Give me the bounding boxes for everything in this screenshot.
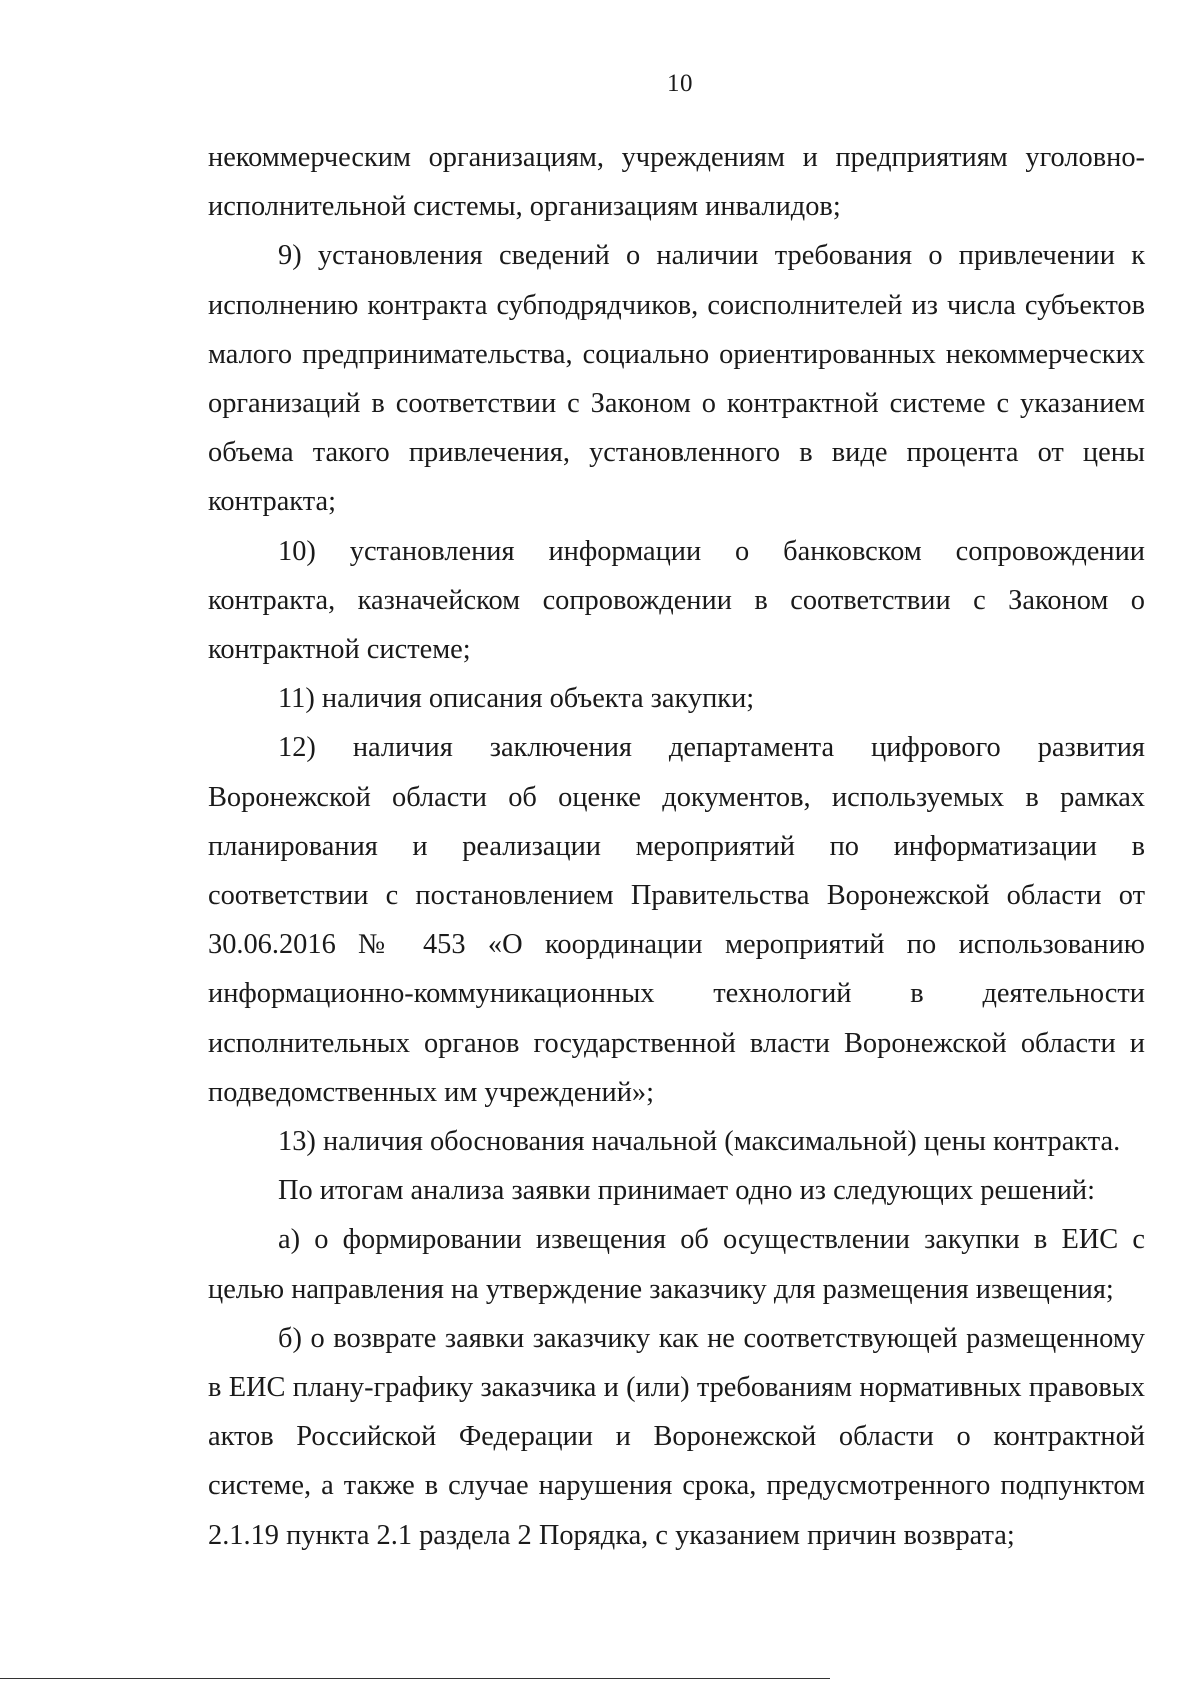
paragraph-continuation: некоммерческим организациям, учреждениям и предприятиям уголовно-исполнительной системы, организациям инвалидов; — [208, 142, 1145, 223]
document-body — [208, 133, 1145, 1560]
page-number: 10 — [667, 70, 693, 97]
paragraph-item-9: 9) установления сведений о наличии требования о привлечении к исполнению контракта субподрядчиков, соисполнителей из числа субъектов малого предпринимательства, социально ориентированных некоммерческих организаций в соответствии с Законом о контрактной системе с указанием объема такого привлечения, установленного в виде процента от цены контракта; — [208, 240, 1145, 518]
paragraph-item-12: 12) наличия заключения департамента цифрового развития Воронежской области об оценке документов, используемых в рамках планирования и реализации мероприятий по информатизации в соответствии с постановлением Правительства Воронежской области от 30.06.2016 № 453 «О координации мероприятий по использованию информационно-коммуникационных технологий в деятельности исполнительных органов государственной власти Воронежской области и подведомственных им учреждений»; — [208, 732, 1145, 1108]
bottom-scan-line — [0, 1678, 830, 1679]
paragraph-decisions-intro: По итогам анализа заявки принимает одно из следующих решений: — [278, 1175, 1095, 1207]
paragraph-item-13: 13) наличия обоснования начальной (максимальной) цены контракта. — [278, 1126, 1121, 1158]
paragraph-item-10: 10) установления информации о банковском сопровождении контракта, казначейском сопровождении в соответствии с Законом о контрактной системе; — [208, 535, 1145, 666]
paragraph-decision-b: б) о возврате заявки заказчику как не соответствующей размещенному в ЕИС плану-графику заказчика и (или) требованиям нормативных правовых актов Российской Федерации и Воронежской области о контрактной системе, а также в случае нарушения срока, предусмотренного подпунктом 2.1.19 пункта 2.1 раздела 2 Порядка, с указанием причин возврата; — [208, 1322, 1145, 1551]
paragraph-decision-a: а) о формировании извещения об осуществлении закупки в ЕИС с целью направления на утверждение заказчику для размещения извещения; — [208, 1224, 1145, 1305]
paragraph-item-11: 11) наличия описания объекта закупки; — [278, 683, 755, 715]
